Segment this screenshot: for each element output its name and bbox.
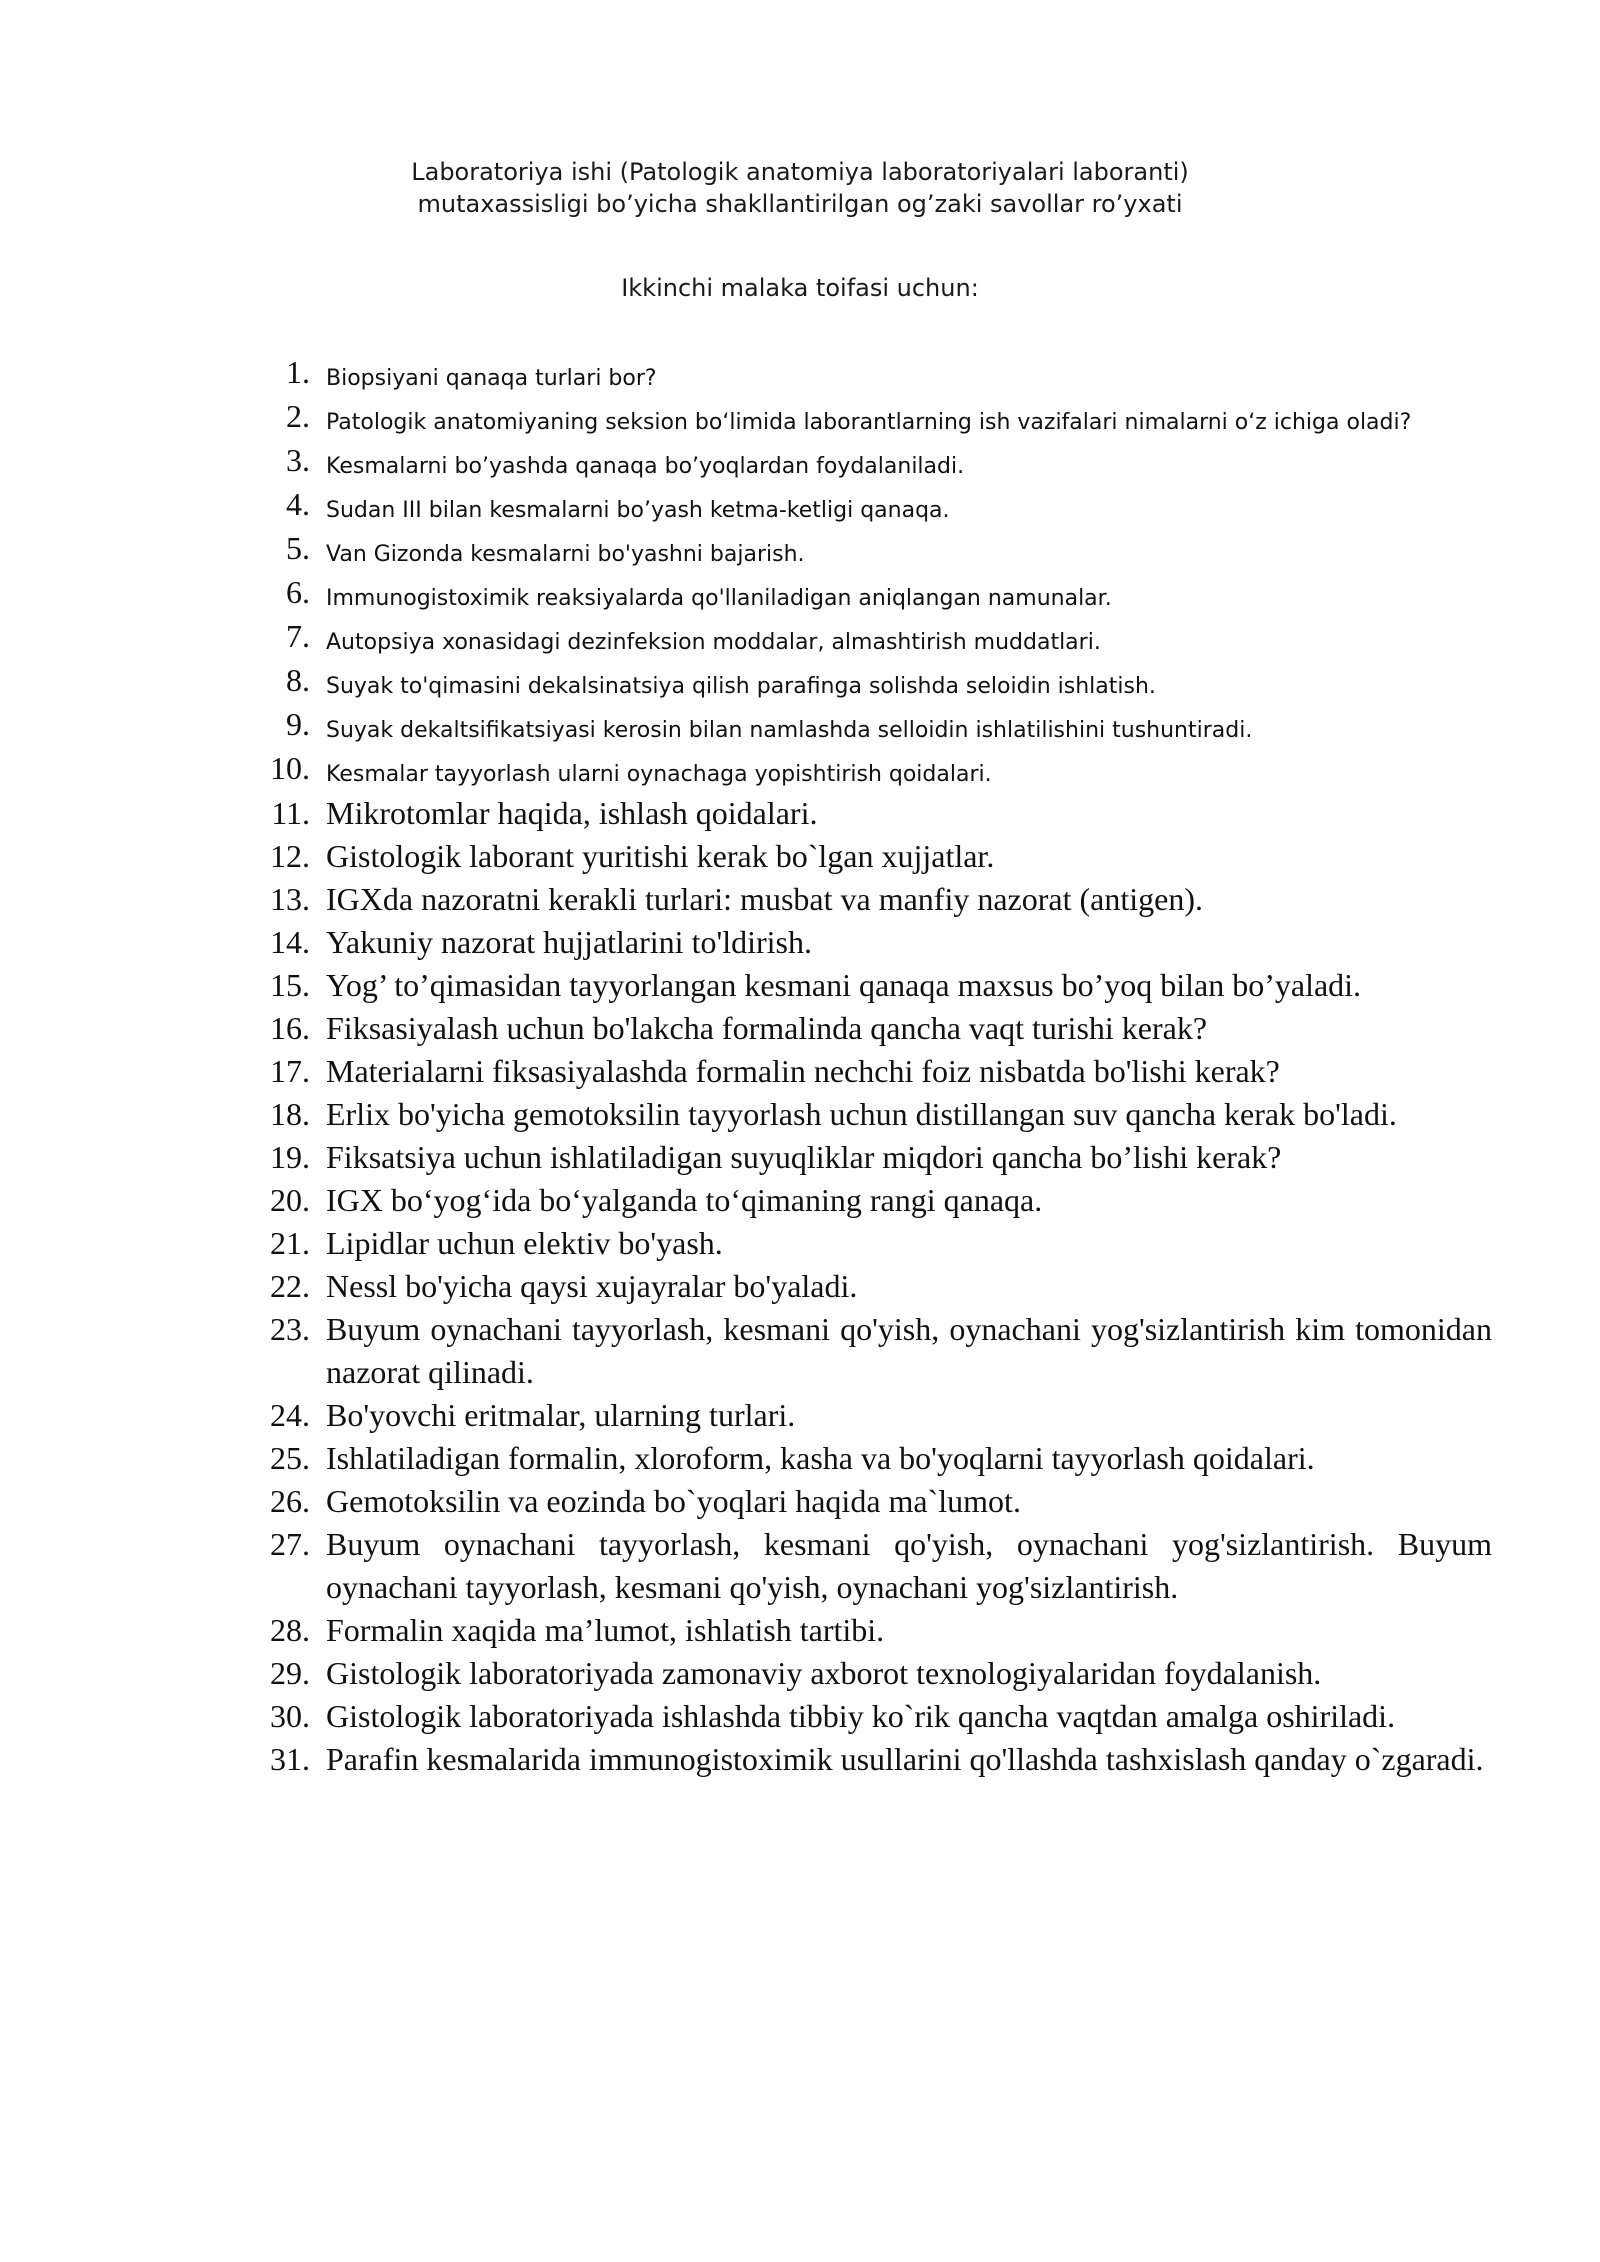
question-number: 29.	[270, 1655, 310, 1691]
question-number: 8.	[286, 662, 310, 698]
question-text: Yakuniy nazorat hujjatlarini to'ldirish.	[326, 924, 812, 960]
question-text: Lipidlar uchun elektiv bo'yash.	[326, 1225, 723, 1261]
question-item	[0, 878, 1600, 921]
document-subtitle: Ikkinchi malaka toifasi uchun:	[621, 274, 979, 302]
question-item	[0, 1394, 1600, 1437]
document-title	[0, 156, 1600, 220]
question-item	[0, 1179, 1600, 1222]
question-item	[0, 1265, 1600, 1308]
question-number: 24.	[270, 1397, 310, 1433]
question-number: 9.	[286, 706, 310, 742]
question-text: Yog’ to’qimasidan tayyorlangan kesmani qanaqa maxsus bo’yoq bilan bo’yaladi.	[326, 967, 1362, 1003]
question-text: Buyum oynachani tayyorlash, kesmani qo'yish, oynachani yog'sizlantirish kim tomonidan nazorat qilinadi.	[326, 1311, 1492, 1390]
question-text: Materialarni fiksasiyalashda formalin nechchi foiz nisbatda bo'lishi kerak?	[326, 1053, 1280, 1089]
question-number: 12.	[270, 838, 310, 874]
question-item	[0, 572, 1600, 616]
question-text: Bo'yovchi eritmalar, ularning turlari.	[326, 1397, 796, 1433]
question-list	[0, 352, 1600, 1781]
question-item	[0, 1050, 1600, 1093]
question-text: Erlix bo'yicha gemotoksilin tayyorlash uchun distillangan suv qancha kerak bo'ladi.	[326, 1096, 1397, 1132]
question-text: Formalin xaqida ma’lumot, ishlatish tartibi.	[326, 1612, 885, 1648]
question-number: 22.	[270, 1268, 310, 1304]
question-item	[0, 1093, 1600, 1136]
question-item	[0, 964, 1600, 1007]
question-text: Patologik anatomiyaning seksion bo‘limida laborantlarning ish vazifalari nimalarni o‘z ichiga oladi?	[326, 410, 1412, 435]
title-line-1: Laboratoriya ishi (Patologik anatomiya laboratoriyalari laboranti)	[411, 158, 1189, 186]
question-item	[0, 1136, 1600, 1179]
question-number: 13.	[270, 881, 310, 917]
question-item	[0, 1437, 1600, 1480]
question-text: Gistologik laboratoriyada ishlashda tibbiy ko`rik qancha vaqtdan amalga oshiriladi.	[326, 1698, 1396, 1734]
question-item	[0, 748, 1600, 792]
question-item	[0, 1007, 1600, 1050]
question-text: Biopsiyani qanaqa turlari bor?	[326, 366, 657, 391]
question-text: Mikrotomlar haqida, ishlash qoidalari.	[326, 795, 818, 831]
question-number: 4.	[286, 486, 310, 522]
question-number: 2.	[286, 398, 310, 434]
question-text: Kesmalarni bo’yashda qanaqa bo’yoqlardan foydalaniladi.	[326, 454, 965, 479]
question-text: Kesmalar tayyorlash ularni oynachaga yopishtirish qoidalari.	[326, 762, 992, 787]
question-item	[0, 1695, 1600, 1738]
question-item	[0, 1480, 1600, 1523]
question-text: Parafin kesmalarida immunogistoximik usullarini qo'llashda tashxislash qanday o`zgaradi.	[326, 1741, 1484, 1777]
question-number: 16.	[270, 1010, 310, 1046]
question-text: Fiksatsiya uchun ishlatiladigan suyuqliklar miqdori qancha bo’lishi kerak?	[326, 1139, 1282, 1175]
question-text: Immunogistoximik reaksiyalarda qo'llaniladigan aniqlangan namunalar.	[326, 586, 1112, 611]
question-text: Ishlatiladigan formalin, xloroform, kasha va bo'yoqlarni tayyorlash qoidalari.	[326, 1440, 1315, 1476]
question-number: 21.	[270, 1225, 310, 1261]
question-number: 18.	[270, 1096, 310, 1132]
question-number: 25.	[270, 1440, 310, 1476]
question-number: 10.	[270, 750, 310, 786]
question-item	[0, 1652, 1600, 1695]
question-text: Autopsiya xonasidagi dezinfeksion moddalar, almashtirish muddatlari.	[326, 630, 1101, 655]
question-number: 14.	[270, 924, 310, 960]
question-number: 26.	[270, 1483, 310, 1519]
question-text: Nessl bo'yicha qaysi xujayralar bo'yaladi.	[326, 1268, 858, 1304]
question-number: 27.	[270, 1526, 310, 1562]
question-number: 19.	[270, 1139, 310, 1175]
question-item	[0, 1738, 1600, 1781]
question-text: Suyak to'qimasini dekalsinatsiya qilish parafinga solishda seloidin ishlatish.	[326, 674, 1156, 699]
question-text: Suyak dekaltsifikatsiyasi kerosin bilan namlashda selloidin ishlatilishini tushuntiradi.	[326, 718, 1253, 743]
question-text: IGX bo‘yog‘ida bo‘yalganda to‘qimaning rangi qanaqa.	[326, 1182, 1043, 1218]
question-number: 20.	[270, 1182, 310, 1218]
question-number: 15.	[270, 967, 310, 1003]
question-text: Gistologik laboratoriyada zamonaviy axborot texnologiyalaridan foydalanish.	[326, 1655, 1322, 1691]
question-item	[0, 704, 1600, 748]
question-item	[0, 396, 1600, 440]
question-item	[0, 792, 1600, 835]
question-text: Gemotoksilin va eozinda bo`yoqlari haqida ma`lumot.	[326, 1483, 1021, 1519]
question-item	[0, 352, 1600, 396]
question-number: 6.	[286, 574, 310, 610]
question-text: Fiksasiyalash uchun bo'lakcha formalinda qancha vaqt turishi kerak?	[326, 1010, 1208, 1046]
question-number: 31.	[270, 1741, 310, 1777]
question-text: Buyum oynachani tayyorlash, kesmani qo'yish, oynachani yog'sizlantirish. Buyum oynachani tayyorlash, kesmani qo'yish, oynachani yog'sizlantirish.	[326, 1526, 1492, 1605]
question-text: Sudan III bilan kesmalarni bo’yash ketma-ketligi qanaqa.	[326, 498, 950, 523]
question-item	[0, 528, 1600, 572]
question-item	[0, 440, 1600, 484]
question-item	[0, 1523, 1600, 1609]
question-number: 11.	[271, 795, 310, 831]
question-number: 23.	[270, 1311, 310, 1347]
question-number: 28.	[270, 1612, 310, 1648]
question-text: IGXda nazoratni kerakli turlari: musbat va manfiy nazorat (antigen).	[326, 881, 1203, 917]
question-text: Gistologik laborant yuritishi kerak bo`lgan xujjatlar.	[326, 838, 995, 874]
question-item	[0, 484, 1600, 528]
question-item	[0, 660, 1600, 704]
title-line-2: mutaxassisligi bo’yicha shakllantirilgan og’zaki savollar ro’yxati	[417, 190, 1183, 218]
question-number: 5.	[286, 530, 310, 566]
question-item	[0, 616, 1600, 660]
question-item	[0, 1222, 1600, 1265]
question-number: 3.	[286, 442, 310, 478]
question-number: 30.	[270, 1698, 310, 1734]
question-item	[0, 835, 1600, 878]
question-item	[0, 1308, 1600, 1394]
question-text: Van Gizonda kesmalarni bo'yashni bajarish.	[326, 542, 805, 567]
question-number: 1.	[286, 354, 310, 390]
question-item	[0, 1609, 1600, 1652]
question-number: 7.	[286, 618, 310, 654]
question-item	[0, 921, 1600, 964]
question-number: 17.	[270, 1053, 310, 1089]
